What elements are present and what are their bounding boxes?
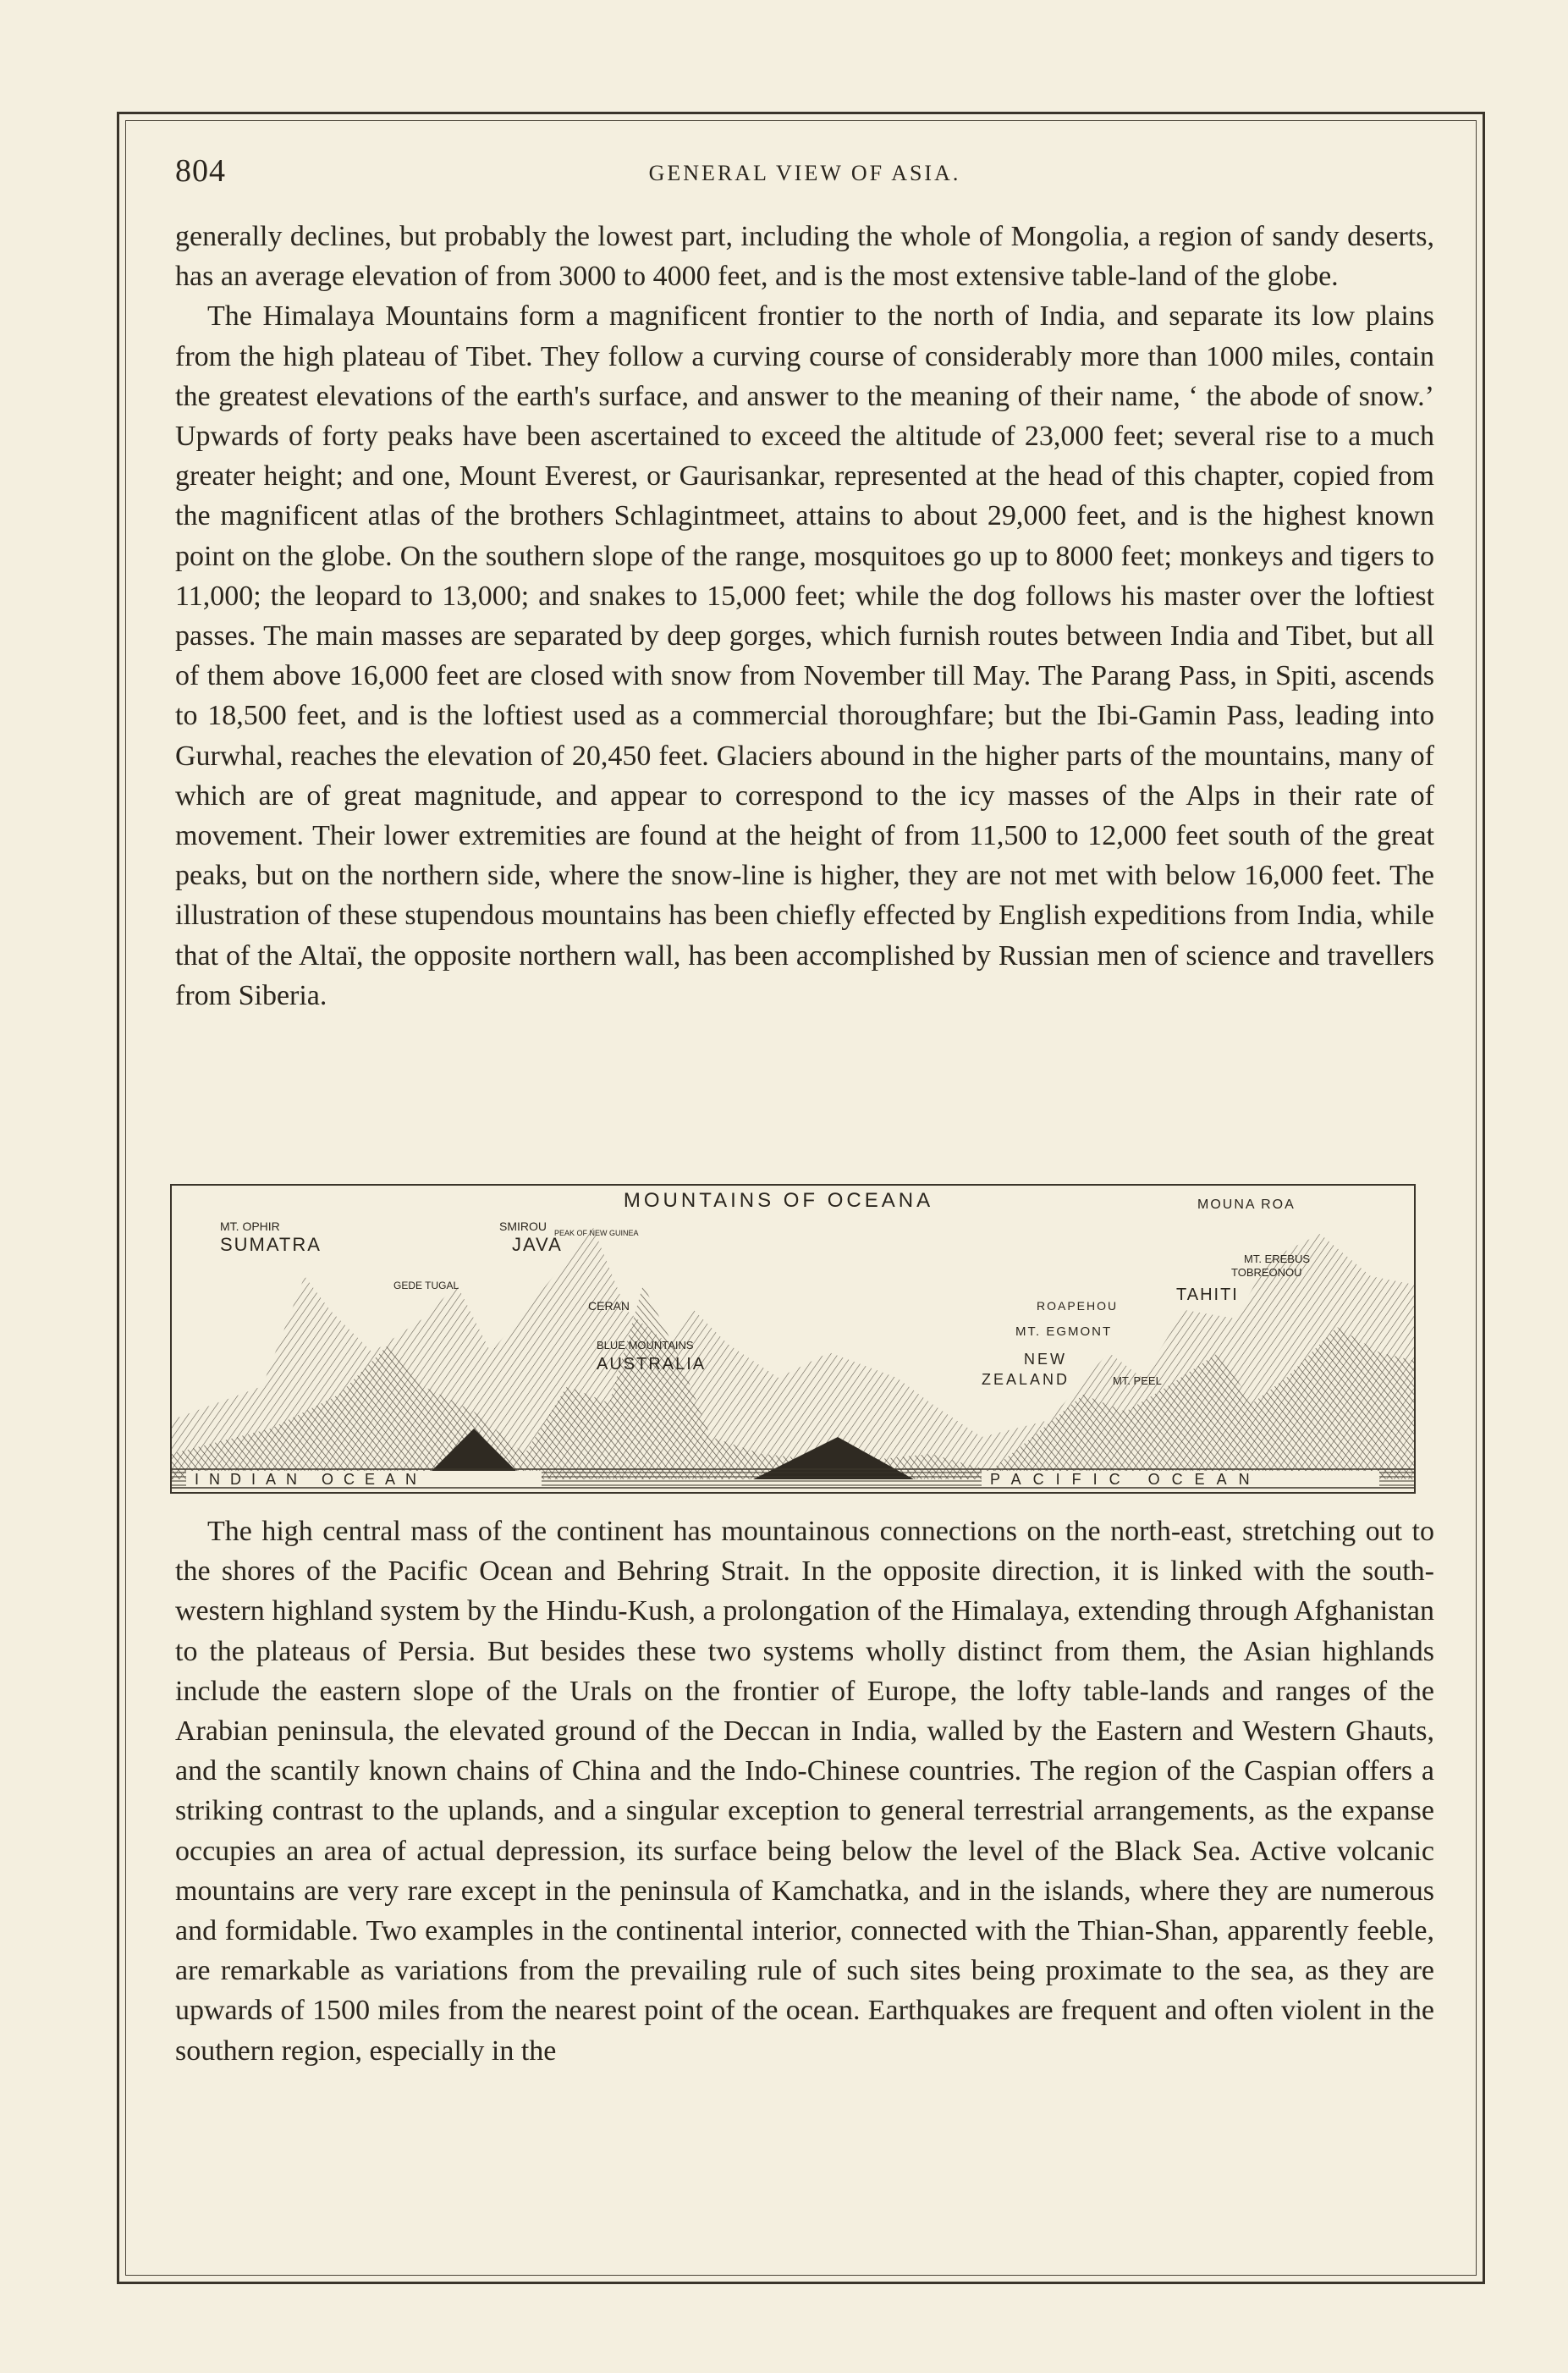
label-gede-tugal: GEDE TUGAL [393, 1280, 459, 1291]
label-blue-mountains: BLUE MOUNTAINS [597, 1339, 694, 1352]
label-sumatra: SUMATRA [220, 1234, 322, 1255]
mountains-of-oceana-figure [169, 1183, 1417, 1495]
label-mt-erebus: MT. EREBUS [1244, 1253, 1311, 1265]
label-zealand: ZEALAND [982, 1371, 1070, 1388]
label-tobreonou: TOBREONOU [1231, 1266, 1302, 1279]
paragraph-central-mass [175, 1511, 1434, 2071]
page-number: 804 [175, 153, 226, 189]
paragraph-central-mass-text: The high central mass of the continent has mountainous connections on the north-east, stretching out to the shores of the Pacific Ocean and Behring Strait. In the opposite direction, it is linked with the south-western highland system by the Hindu-Kush, a prolongation of the Himalaya, extending through Afghanistan to the plateaus of Persia. But besides these two systems wholly distinct from them, the Asian highlands include the eastern slope of the Urals on the frontier of Europe, the lofty table-lands and ranges of the Arabian peninsula, the elevated ground of the Deccan in India, walled by the Eastern and Western Ghauts, and the scantily known chains of China and the Indo-Chinese countries. The region of the Caspian offers a striking contrast to the uplands, and a singular exception to general terrestrial arrangements, as the expanse occupies an area of actual depression, its surface being below the level of the Black Sea. Active volcanic mountains are very rare except in the peninsula of Kamchatka, and in the islands, where they are numerous and formidable. Two examples in the continental interior, connected with the Thian-Shan, apparently feeble, are remarkable as variations from the prevailing rule of such sites being proximate to the sea, as they are upwards of 1500 miles from the nearest point of the ocean. Earthquakes are frequent and often violent in the southern region, especially in the [175, 1516, 1434, 2067]
label-australia: AUSTRALIA [597, 1355, 707, 1374]
label-new: NEW [1024, 1351, 1067, 1368]
label-mt-egmont: MT. EGMONT [1015, 1324, 1113, 1339]
label-indian-ocean: INDIAN OCEAN [195, 1471, 427, 1488]
label-mt-peel: MT. PEEL [1113, 1374, 1162, 1387]
label-peak-new-guinea: PEAK OF NEW GUINEA [554, 1229, 639, 1237]
paragraph-himalaya [175, 296, 1434, 1016]
label-mt-ophir: MT. OPHIR [220, 1220, 280, 1233]
figure-title: MOUNTAINS OF OCEANA [623, 1189, 934, 1212]
running-head: GENERAL VIEW OF ASIA. [648, 161, 961, 185]
label-roapehou: ROAPEHOU [1037, 1299, 1119, 1313]
text-block-bottom [175, 1511, 1434, 2071]
paragraph-continued: generally declines, but probably the lowest part, including the whole of Mongolia, a region of sandy deserts, has an average elevation of from 3000 to 4000 feet, and is the most extensive table-land of the globe. [175, 221, 1434, 293]
label-tahiti: TAHITI [1176, 1286, 1239, 1304]
page-header [175, 152, 1434, 195]
label-java: JAVA [512, 1234, 563, 1255]
paragraph-himalaya-text: The Himalaya Mountains form a magnificent frontier to the north of India, and separate its low plains from the high plateau of Tibet. They follow a curving course of considerably more than 1000 miles, contain the greatest elevations of the earth's surface, and answer to the meaning of their name, ‘ the abode of snow.’ Upwards of forty peaks have been ascertained to exceed the altitude of 23,000 feet; several rise to a much greater height; and one, Mount Everest, or Gaurisankar, represented at the head of this chapter, copied from the magnificent atlas of the brothers Schlagintmeet, attains to about 29,000 feet, and is the highest known point on the globe. On the southern slope of the range, mosquitoes go up to 8000 feet; monkeys and tigers to 11,000; the leopard to 13,000; and snakes to 15,000 feet; while the dog follows his master over the loftiest passes. The main masses are separated by deep gorges, which furnish routes between India and Tibet, but all of them above 16,000 feet are closed with snow from November till May. The Parang Pass, in Spiti, ascends to 18,500 feet, and is the loftiest used as a commercial thoroughfare; but the Ibi-Gamin Pass, leading into Gurwhal, reaches the elevation of 20,450 feet. Glaciers abound in the higher parts of the mountains, many of which are of great magnitude, and appear to correspond to the icy masses of the Alps in their rate of movement. Their lower extremities are found at the height of from 11,500 to 12,000 feet south of the great peaks, but on the northern side, where the snow-line is higher, they are not met with below 16,000 feet. The illustration of these stupendous mountains has been chiefly effected by English expeditions from India, while that of the Altaï, the opposite northern wall, has been accomplished by Russian men of science and travellers from Siberia. [175, 300, 1434, 1011]
label-mouna-roa: MOUNA ROA [1197, 1198, 1296, 1212]
text-block-top [175, 217, 1434, 1016]
mountains-illustration [169, 1183, 1417, 1495]
label-pacific-ocean: PACIFIC OCEAN [990, 1471, 1262, 1488]
label-smirou: SMIROU [499, 1220, 547, 1233]
label-ceram: CERAN [588, 1299, 630, 1313]
